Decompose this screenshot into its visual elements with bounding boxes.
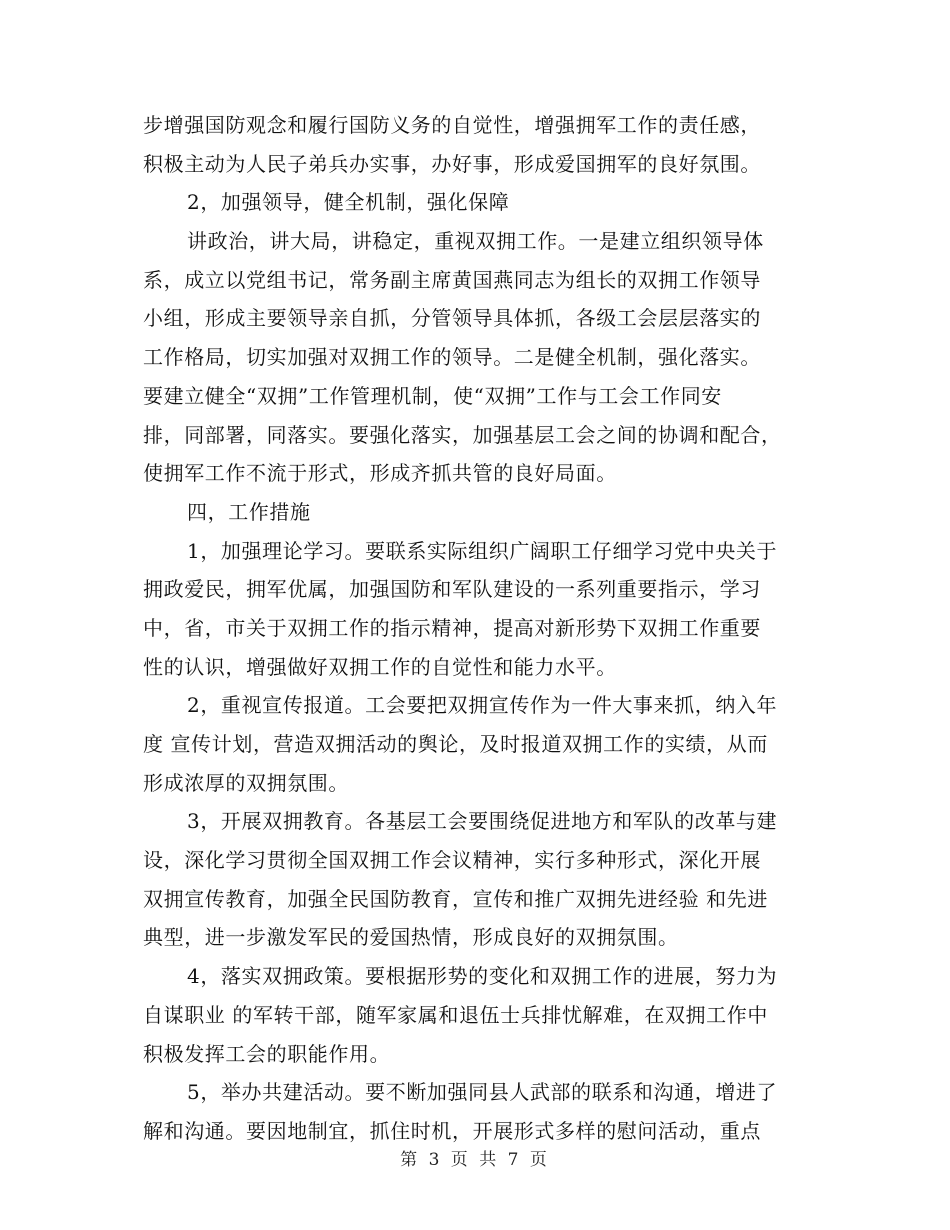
text-line: 双拥宣传教育，加强全民国防教育，宣传和推广双拥先进经验 和先进 xyxy=(143,886,768,911)
text-line: 四，工作措施 xyxy=(187,499,311,524)
text-line: 工作格局，切实加强对双拥工作的领导。二是健全机制，强化落实。 xyxy=(143,345,761,370)
text-line: 4，落实双拥政策。要根据形势的变化和双拥工作的进展，努力为 xyxy=(187,964,778,989)
text-line: 使拥军工作不流于形式，形成齐抓共管的良好局面。 xyxy=(143,461,617,486)
text-line: 2，重视宣传报道。工会要把双拥宣传作为一件大事来抓，纳入年 xyxy=(187,693,778,718)
text-line: 讲政治，讲大局，讲稳定，重视双拥工作。一是建立组织领导体 xyxy=(187,229,764,254)
text-line: 要建立健全“双拥”工作管理机制，使“双拥”工作与工会工作同安 xyxy=(143,383,722,408)
text-line: 积极发挥工会的职能作用。 xyxy=(143,1041,391,1066)
text-line: 2，加强领导，健全机制，强化保障 xyxy=(187,190,510,215)
text-line: 3，开展双拥教育。各基层工会要围绕促进地方和军队的改革与建 xyxy=(187,809,778,834)
text-line: 设，深化学习贯彻全国双拥工作会议精神，实行多种形式，深化开展 xyxy=(143,848,761,873)
text-line: 排，同部署，同落实。要强化落实，加强基层工会之间的协调和配合， xyxy=(143,422,782,447)
text-line: 度 宣传计划，营造双拥活动的舆论，及时报道双拥工作的实绩，从而 xyxy=(143,732,768,756)
text-line: 形成浓厚的双拥氛围。 xyxy=(143,770,349,795)
document-body xyxy=(143,106,813,1151)
page-footer: 第 3 页 共 7 页 xyxy=(400,1150,550,1170)
text-line: 5，举办共建活动。要不断加强同县人武部的联系和沟通，增进了 xyxy=(187,1080,778,1105)
text-line: 解和沟通。要因地制宜，抓住时机，开展形式多样的慰问活动，重点 xyxy=(143,1118,761,1143)
text-line: 积极主动为人民子弟兵办实事，办好事，形成爱国拥军的良好氛围。 xyxy=(143,151,761,176)
text-line: 典型，进一步激发军民的爱国热情，形成良好的双拥氛围。 xyxy=(143,925,679,950)
text-line: 拥政爱民，拥军优属，加强国防和军队建设的一系列重要指示，学习 xyxy=(143,577,761,602)
text-line: 1，加强理论学习。要联系实际组织广阔职工仔细学习党中央关于 xyxy=(187,538,778,563)
text-line: 性的认识，增强做好双拥工作的自觉性和能力水平。 xyxy=(143,654,617,679)
text-line: 自谋职业 的军转干部，随军家属和退伍士兵排忧解难，在双拥工作中 xyxy=(143,1002,768,1027)
text-line: 系，成立以党组书记，常务副主席黄国燕同志为组长的双拥工作领导 xyxy=(143,267,761,292)
text-line: 中，省，市关于双拥工作的指示精神，提高对新形势下双拥工作重要 xyxy=(143,615,761,640)
text-line: 小组，形成主要领导亲自抓，分管领导具体抓，各级工会层层落实的 xyxy=(143,306,761,331)
text-line: 步增强国防观念和履行国防义务的自觉性，增强拥军工作的责任感， xyxy=(143,113,761,137)
